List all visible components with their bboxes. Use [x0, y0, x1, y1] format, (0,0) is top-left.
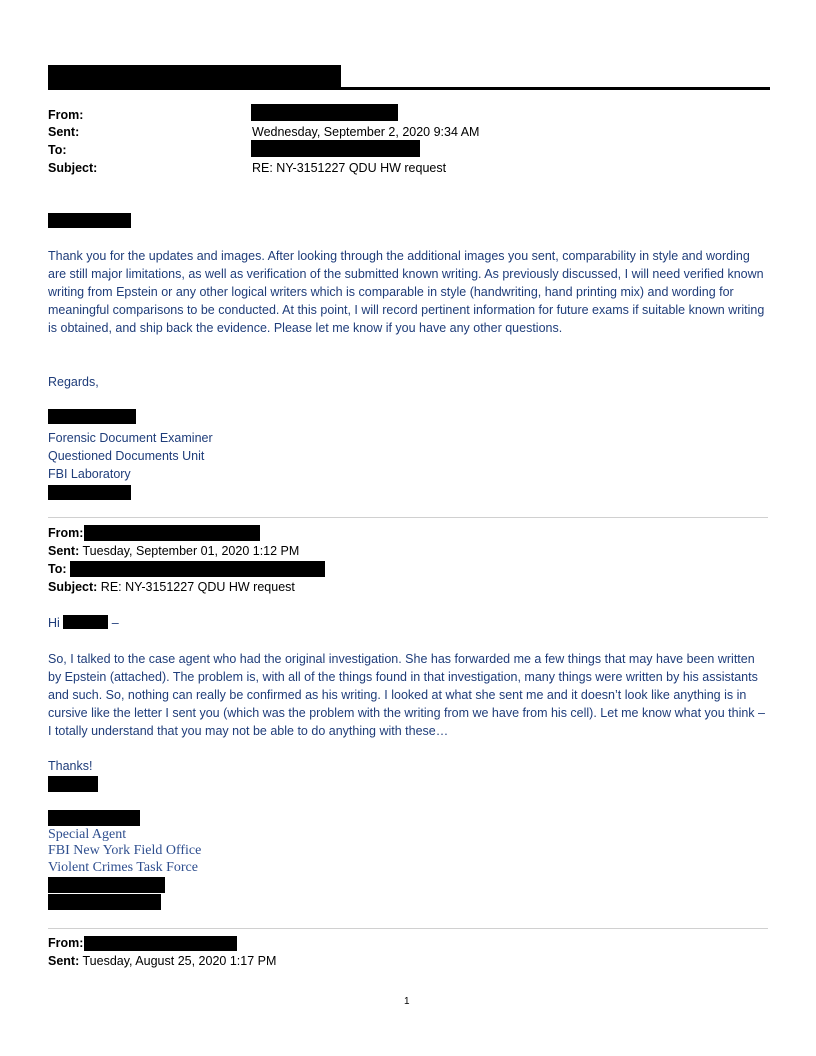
redacted-msg3-from: [84, 936, 237, 951]
sent-value: Wednesday, September 2, 2020 9:34 AM: [252, 125, 480, 139]
redacted-greeting-name: [48, 213, 131, 228]
header-rule: [48, 87, 770, 90]
page-number: 1: [404, 996, 410, 1007]
signature-unit: Questioned Documents Unit: [48, 449, 205, 463]
redacted-agent-contact-2: [48, 894, 161, 910]
agent-office: FBI New York Field Office: [48, 843, 202, 858]
redacted-examiner-name: [48, 409, 136, 424]
msg2-subject-label: Subject:: [48, 580, 98, 594]
redacted-to: [251, 140, 420, 157]
subject-label: Subject:: [48, 161, 98, 175]
msg3-sent-value: Tuesday, August 25, 2020 1:17 PM: [82, 954, 277, 968]
agent-unit: Violent Crimes Task Force: [48, 860, 198, 875]
redacted-agent-contact-1: [48, 877, 165, 893]
redacted-agent-name: [48, 810, 140, 826]
msg2-subject-value: RE: NY-3151227 QDU HW request: [100, 580, 295, 594]
redacted-msg2-signoff: [48, 776, 98, 792]
subject-value: RE: NY-3151227 QDU HW request: [252, 161, 447, 175]
agent-title: Special Agent: [48, 827, 127, 842]
redacted-msg2-greeting-name: [63, 615, 108, 629]
msg2-to-label: To:: [48, 562, 67, 576]
from-label: From:: [48, 108, 84, 122]
redacted-from: [251, 104, 398, 121]
msg2-greeting: [48, 614, 119, 632]
to-label: To:: [48, 143, 67, 157]
redacted-sender-name: [48, 65, 341, 87]
reply-body: Thank you for the updates and images. After looking through the additional images you sent, comparability in style and wording are still major limitations, as well as verification of the submitted known writing. As previously discussed, I will need verified known writing from Epstein or any other logical writers which is comparable in style (handwriting, hand printing mix) and wording for meaningful comparisons to be conducted. At this point, I will record pertinent information for future exams if suitable known writing is obtained, and ship back the evidence. Please let me know if you have any other questions.: [48, 249, 765, 335]
msg2-sent-label: Sent:: [48, 544, 80, 558]
sent-label: Sent:: [48, 125, 80, 139]
msg2-greeting-word: Hi: [48, 616, 60, 630]
msg3-from-line: [48, 934, 83, 952]
redacted-examiner-contact: [48, 485, 131, 500]
redacted-msg2-from: [84, 525, 260, 541]
redacted-msg2-to: [70, 561, 325, 577]
signature-org: FBI Laboratory: [48, 467, 131, 481]
msg2-thanks: Thanks!: [48, 759, 93, 773]
message-separator-2: [48, 928, 768, 929]
msg2-body: So, I talked to the case agent who had the original investigation. She has forwarded me a few things that may have been written by Epstein (attached). The problem is, with all of the things found in that investigation, many things were written by his assistants and such. So, nothing can really be confirmed as his writing. I looked at what she sent me and it doesn’t look like anything is in cursive like the letter I sent you (which was the problem with the writing from we have from his cell). Let me know what you think – I totally understand that you may not be able to do anything with these…: [48, 652, 765, 738]
msg2-subject-line: [48, 578, 295, 596]
signature-title: Forensic Document Examiner: [48, 431, 213, 445]
message-separator: [48, 517, 768, 518]
msg3-sent-line: [48, 952, 276, 970]
msg2-sent-line: [48, 542, 299, 560]
msg2-from-line: [48, 524, 83, 542]
msg2-greeting-dash: –: [111, 616, 119, 630]
msg3-sent-label: Sent:: [48, 954, 80, 968]
regards-line: Regards,: [48, 375, 99, 389]
msg3-from-label: From:: [48, 936, 84, 950]
msg2-sent-value: Tuesday, September 01, 2020 1:12 PM: [82, 544, 300, 558]
msg2-to-line: [48, 560, 67, 578]
msg2-from-label: From:: [48, 526, 84, 540]
